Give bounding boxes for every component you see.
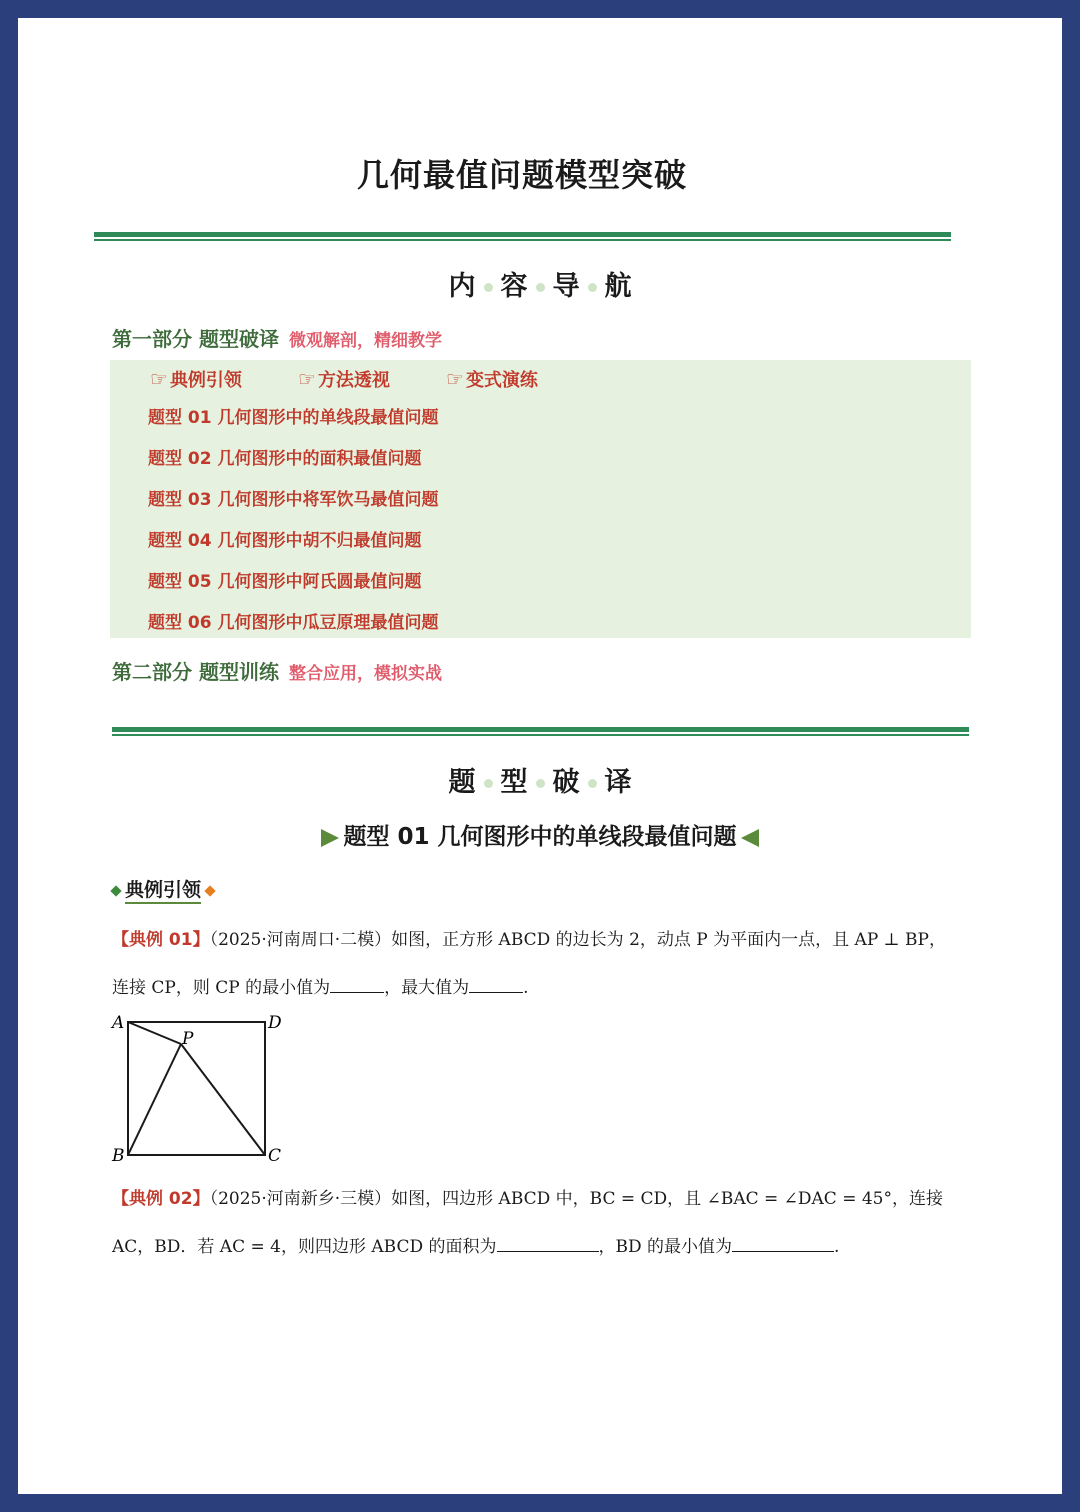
label-d: D: [268, 1013, 282, 1033]
example1-line1: [112, 916, 982, 964]
label-c: C: [268, 1146, 282, 1166]
answer-blank[interactable]: [732, 1234, 834, 1252]
pointing-hand-icon: ☞: [298, 367, 316, 391]
example2-label: 【典例 02】: [112, 1189, 210, 1209]
example2-text: .: [834, 1237, 840, 1257]
pointing-hand-icon: ☞: [150, 367, 168, 391]
nav-heading-char: 导: [552, 271, 580, 302]
tab-methods[interactable]: [298, 366, 390, 392]
label-b: B: [112, 1146, 125, 1166]
example1-text: 连接 CP，则 CP 的最小值为: [112, 978, 331, 998]
part2-sub: 整合应用，模拟实战: [288, 664, 442, 684]
nav-heading: [18, 264, 1062, 303]
tab-label: 方法透视: [317, 370, 390, 391]
example2-text: （2025·河南新乡·三模）如图，四边形 ABCD 中，BC = CD，且 ∠BAC = ∠DAC = 45°，连接: [209, 1189, 944, 1209]
part2-heading: [112, 656, 442, 685]
tab-examples[interactable]: [150, 366, 242, 392]
segment-bp: [128, 1044, 181, 1155]
arrow-right-icon: [321, 829, 339, 847]
square-figure: [108, 1008, 298, 1168]
nav-heading-char: 航: [604, 271, 632, 302]
answer-blank[interactable]: [469, 975, 523, 993]
example1-text: .: [523, 978, 529, 998]
nav-heading-char: 容: [500, 271, 528, 302]
label-p: P: [182, 1029, 194, 1049]
nav-item-type03[interactable]: 题型 03 几何图形中将军饮马最值问题: [148, 490, 439, 510]
answer-blank[interactable]: [330, 975, 384, 993]
part1-sub: 微观解剖，精细教学: [288, 331, 442, 351]
tab-label: 变式演练: [465, 370, 538, 391]
part1-heading: [112, 323, 442, 352]
part2-label: 第二部分 题型训练: [112, 660, 279, 684]
nav-item-type02[interactable]: 题型 02 几何图形中的面积最值问题: [148, 449, 422, 469]
answer-blank[interactable]: [497, 1234, 599, 1252]
divider-rule-top: [94, 232, 951, 241]
example-section-heading: [112, 875, 214, 902]
example2-line1: [112, 1175, 982, 1223]
part1-label: 第一部分 题型破译: [112, 327, 279, 351]
type-title: [18, 818, 1062, 851]
divider-rule-middle: [112, 727, 969, 736]
example2-text: ，BD 的最小值为: [598, 1237, 733, 1257]
nav-item-type04[interactable]: 题型 04 几何图形中胡不归最值问题: [148, 531, 422, 551]
arrow-left-icon: [741, 829, 759, 847]
nav-heading-char: 内: [448, 271, 476, 302]
tab-variations[interactable]: [446, 366, 538, 392]
segment-ap: [128, 1022, 181, 1044]
diamond-icon: [110, 885, 121, 896]
label-a: A: [112, 1013, 125, 1033]
example1-label: 【典例 01】: [112, 930, 210, 950]
example1-text: （2025·河南周口·二模）如图，正方形 ABCD 的边长为 2，动点 P 为平面内一点，且 AP ⊥ BP，: [209, 930, 946, 950]
section-heading-char: 题: [448, 767, 476, 798]
section-heading-char: 型: [500, 767, 528, 798]
nav-item-type05[interactable]: 题型 05 几何图形中阿氏圆最值问题: [148, 572, 422, 592]
example1-line2: [112, 964, 982, 1012]
segment-cp: [181, 1044, 265, 1155]
example2-line2: [112, 1223, 982, 1271]
square-abcd: [128, 1022, 265, 1155]
nav-item-type06[interactable]: 题型 06 几何图形中瓜豆原理最值问题: [148, 613, 439, 633]
tab-label: 典例引领: [169, 370, 242, 391]
pointing-hand-icon: ☞: [446, 367, 464, 391]
section-heading-char: 译: [604, 767, 632, 798]
example1-text: ，最大值为: [384, 978, 470, 998]
nav-item-type01[interactable]: 题型 01 几何图形中的单线段最值问题: [148, 408, 439, 428]
example2-text: AC，BD．若 AC = 4，则四边形 ABCD 的面积为: [112, 1237, 497, 1257]
section-heading: [18, 760, 1062, 799]
document-title: 几何最值问题模型突破: [356, 156, 687, 194]
type-title-text: 题型 01 几何图形中的单线段最值问题: [343, 824, 737, 850]
example-section-label: 典例引领: [125, 879, 201, 904]
diamond-icon: [204, 885, 215, 896]
section-heading-char: 破: [552, 767, 580, 798]
